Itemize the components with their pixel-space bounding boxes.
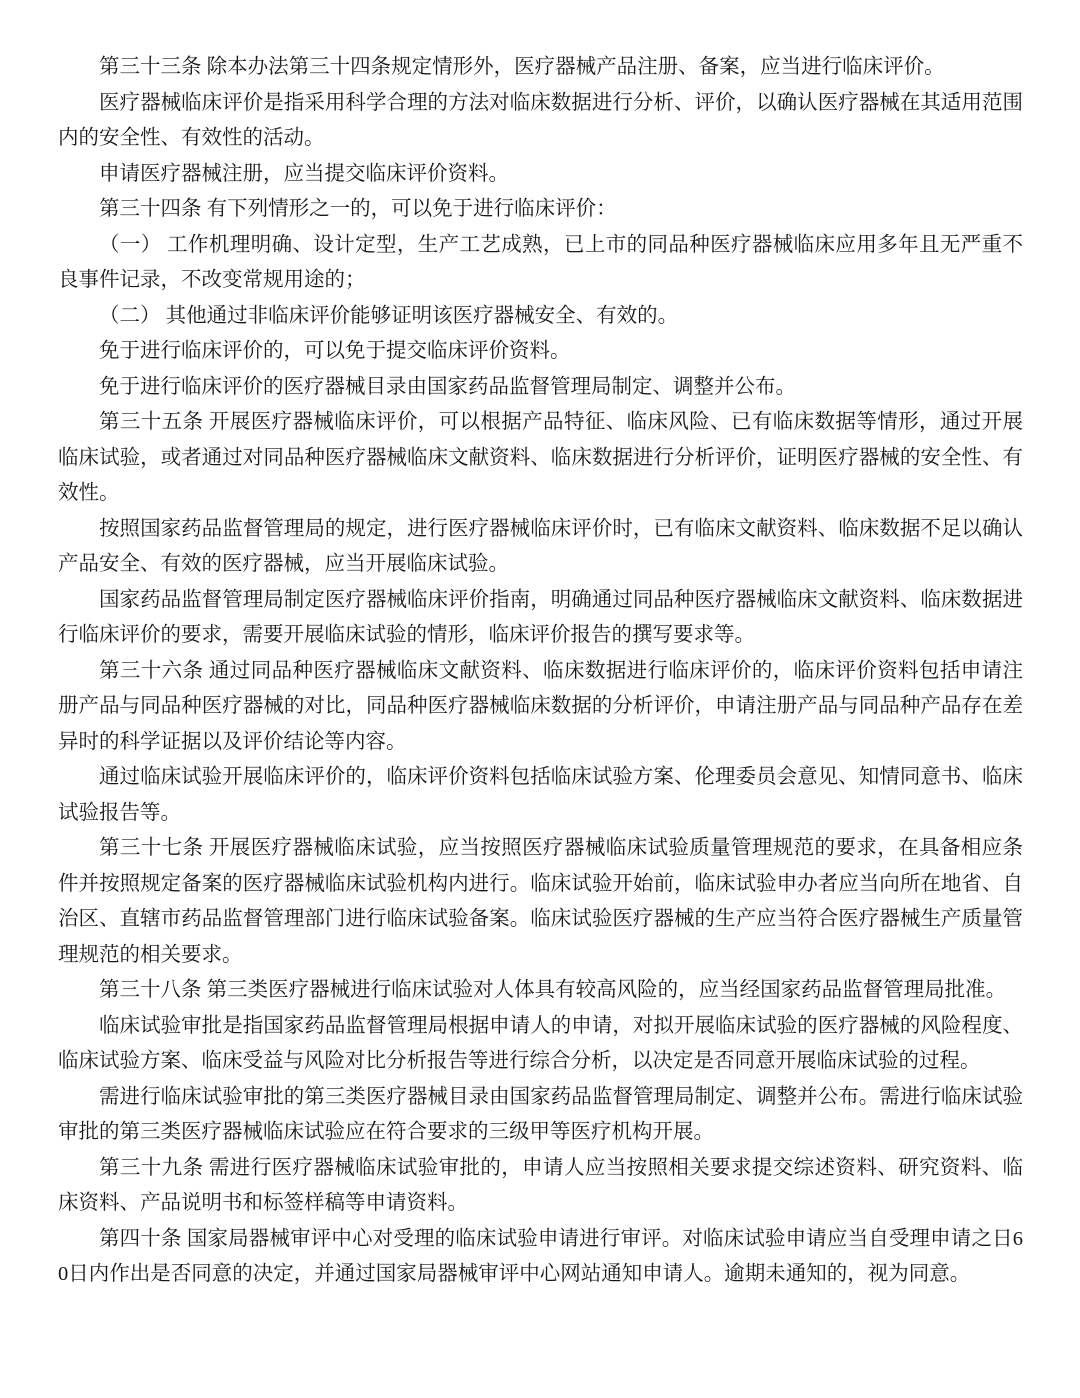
- paragraph-article-39: 第三十九条 需进行医疗器械临床试验审批的，申请人应当按照相关要求提交综述资料、研究资料、临床资料、产品说明书和标签样稿等申请资料。: [58, 1156, 1023, 1214]
- paragraph-clinical-evaluation-definition: 医疗器械临床评价是指采用科学合理的方法对临床数据进行分析、评价，以确认医疗器械在其适用范围内的安全性、有效性的活动。: [58, 91, 1023, 149]
- paragraph-article-36: 第三十六条 通过同品种医疗器械临床文献资料、临床数据进行临床评价的，临床评价资料包括申请注册产品与同品种医疗器械的对比，同品种医疗器械临床数据的分析评价，申请注册产品与同品种产品存在差异时的科学证据以及评价结论等内容。: [58, 659, 1023, 753]
- paragraph-trial-approval-catalog: 需进行临床试验审批的第三类医疗器械目录由国家药品监督管理局制定、调整并公布。需进行临床试验审批的第三类医疗器械临床试验应在符合要求的三级甲等医疗机构开展。: [58, 1085, 1023, 1143]
- paragraph-exemption-catalog: 免于进行临床评价的医疗器械目录由国家药品监督管理局制定、调整并公布。: [99, 375, 796, 398]
- paragraph-article-33: 第三十三条 除本办法第三十四条规定情形外，医疗器械产品注册、备案，应当进行临床评价。: [99, 56, 945, 78]
- paragraph-insufficient-data: 按照国家药品监督管理局的规定，进行医疗器械临床评价时，已有临床文献资料、临床数据不足以确认产品安全、有效的医疗器械，应当开展临床试验。: [58, 517, 1023, 575]
- paragraph-article-35: 第三十五条 开展医疗器械临床评价，可以根据产品特征、临床风险、已有临床数据等情形，通过开展临床试验，或者通过对同品种医疗器械临床文献资料、临床数据进行分析评价，证明医疗器械的安全性、有效性。: [58, 411, 1023, 504]
- paragraph-exemption-materials: 免于进行临床评价的，可以免于提交临床评价资料。: [99, 340, 571, 362]
- paragraph-article-37: 第三十七条 开展医疗器械临床试验，应当按照医疗器械临床试验质量管理规范的要求，在具备相应条件并按照规定备案的医疗器械临床试验机构内进行。临床试验开始前，临床试验申办者应当向所在地省、自治区、直辖市药品监督管理部门进行临床试验备案。临床试验医疗器械的生产应当符合医疗器械生产质量管理规范的相关要求。: [58, 837, 1023, 966]
- paragraph-item-1: （一） 工作机理明确、设计定型，生产工艺成熟，已上市的同品种医疗器械临床应用多年且无严重不良事件记录，不改变常规用途的；: [58, 233, 1023, 291]
- paragraph-trial-approval-definition: 临床试验审批是指国家药品监督管理局根据申请人的申请，对拟开展临床试验的医疗器械的风险程度、临床试验方案、临床受益与风险对比分析报告等进行综合分析，以决定是否同意开展临床试验的过程。: [58, 1014, 1023, 1072]
- paragraph-evaluation-guideline: 国家药品监督管理局制定医疗器械临床评价指南，明确通过同品种医疗器械临床文献资料、临床数据进行临床评价的要求，需要开展临床试验的情形，临床评价报告的撰写要求等。: [58, 588, 1023, 646]
- paragraph-registration-submission: 申请医疗器械注册，应当提交临床评价资料。: [99, 162, 509, 185]
- paragraph-trial-evaluation-materials: 通过临床试验开展临床评价的，临床评价资料包括临床试验方案、伦理委员会意见、知情同意书、临床试验报告等。: [58, 766, 1023, 824]
- paragraph-article-34: 第三十四条 有下列情形之一的，可以免于进行临床评价：: [99, 198, 617, 220]
- paragraph-article-38: 第三十八条 第三类医疗器械进行临床试验对人体具有较高风险的，应当经国家药品监督管理局批准。: [99, 979, 1007, 1001]
- paragraph-article-40: 第四十条 国家局器械审评中心对受理的临床试验申请进行审评。对临床试验申请应当自受理申请之日60日内作出是否同意的决定，并通过国家局器械审评中心网站通知申请人。逾期未通知的，视为同意。: [58, 1227, 1023, 1285]
- paragraph-item-2: （二） 其他通过非临床评价能够证明该医疗器械安全、有效的。: [99, 304, 679, 327]
